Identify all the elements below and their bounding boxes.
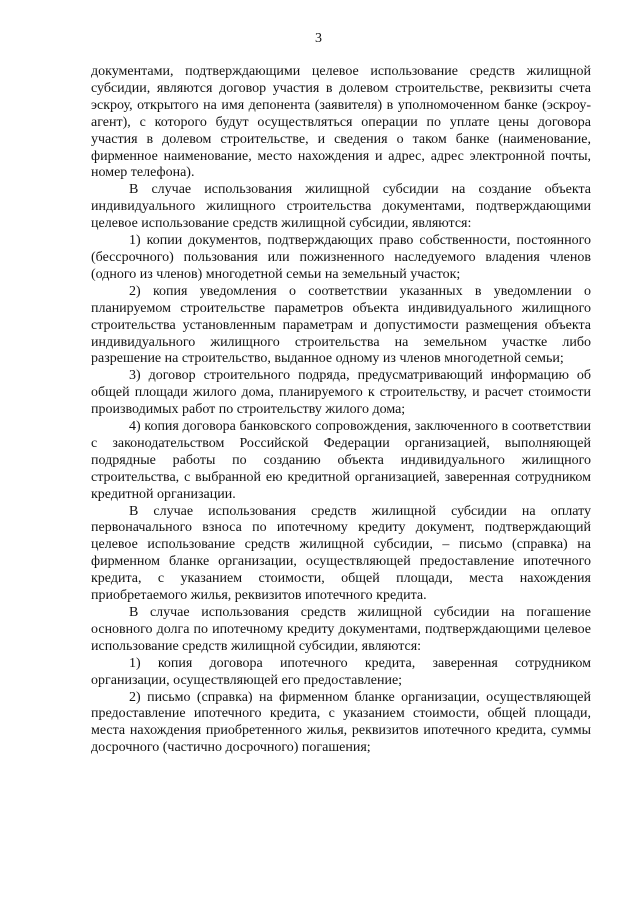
paragraph-ijs-intro: В случае использования жилищной субсидии на создание объекта индивидуального жилищного строительства документами, подтверждающими целевое использование средств жилищной субсидии, являются: [91,182,591,232]
paragraph-mortgage-down-payment: В случае использования средств жилищной субсидии на оплату первоначального взноса по ипотечному кредиту документ, подтверждающий целевое использование средств жилищной субсидии, – письмо (справка) на фирменном бланке организации, осуществляющей предоставление ипотечного кредита, с указанием стоимости, общей площади, места нахождения приобретаемого жилья, реквизитов ипотечного кредита. [91,503,591,604]
paragraph-mortgage-item-2: 2) письмо (справка) на фирменном бланке организации, осуществляющей предоставление ипотечного кредита, с указанием стоимости, общей площади, места нахождения приобретенного жилья, реквизитов ипотечного кредита, суммы досрочного (частично досрочного) погашения; [91,689,591,756]
paragraph-mortgage-item-1: 1) копия договора ипотечного кредита, заверенная сотрудником организации, осуществляющей его предоставление; [91,655,591,688]
paragraph-ijs-item-3: 3) договор строительного подряда, предусматривающий информацию об общей площади жилого дома, планируемого к строительству, и расчет стоимости производимых работ по строительству жилого дома; [91,368,591,418]
paragraph-ijs-item-2: 2) копия уведомления о соответствии указанных в уведомлении о планируемом строительстве параметров объекта индивидуального жилищного строительства установленным параметрам и допустимости размещения объекта индивидуального жилищного строительства на земельном участке либо разрешение на строительство, выданное одному из членов многодетной семьи; [91,283,591,367]
document-body [91,64,591,757]
paragraph-ijs-item-4: 4) копия договора банковского сопровождения, заключенного в соответствии с законодательством Российской Федерации организацией, выполняющей подрядные работы по созданию объекта индивидуального жилищного строительства, с выбранной ею кредитной организацией, заверенная сотрудником кредитной организации. [91,419,591,502]
paragraph-ijs-item-1: 1) копии документов, подтверждающих право собственности, постоянного (бессрочного) пользования или пожизненного наследуемого владения членов (одного из членов) многодетной семьи на земельный участок; [91,233,591,282]
paragraph-mortgage-principal-intro: В случае использования средств жилищной субсидии на погашение основного долга по ипотечному кредиту документами, подтверждающими целевое использование средств жилищной субсидии, являются: [91,605,591,654]
paragraph-escrow-documents: документами, подтверждающими целевое использование средств жилищной субсидии, являются договор участия в долевом строительстве, реквизиты счета эскроу, открытого на имя депонента (заявителя) в уполномоченном банке (эскроу-агент), с которого будут осуществляться операции по уплате цены договора участия в долевом строительстве, и сведения о таком банке (наименование, фирменное наименование, место нахождения и адрес, адрес электронной почты, номер телефона). [91,64,591,181]
page-number: 3 [315,31,322,46]
